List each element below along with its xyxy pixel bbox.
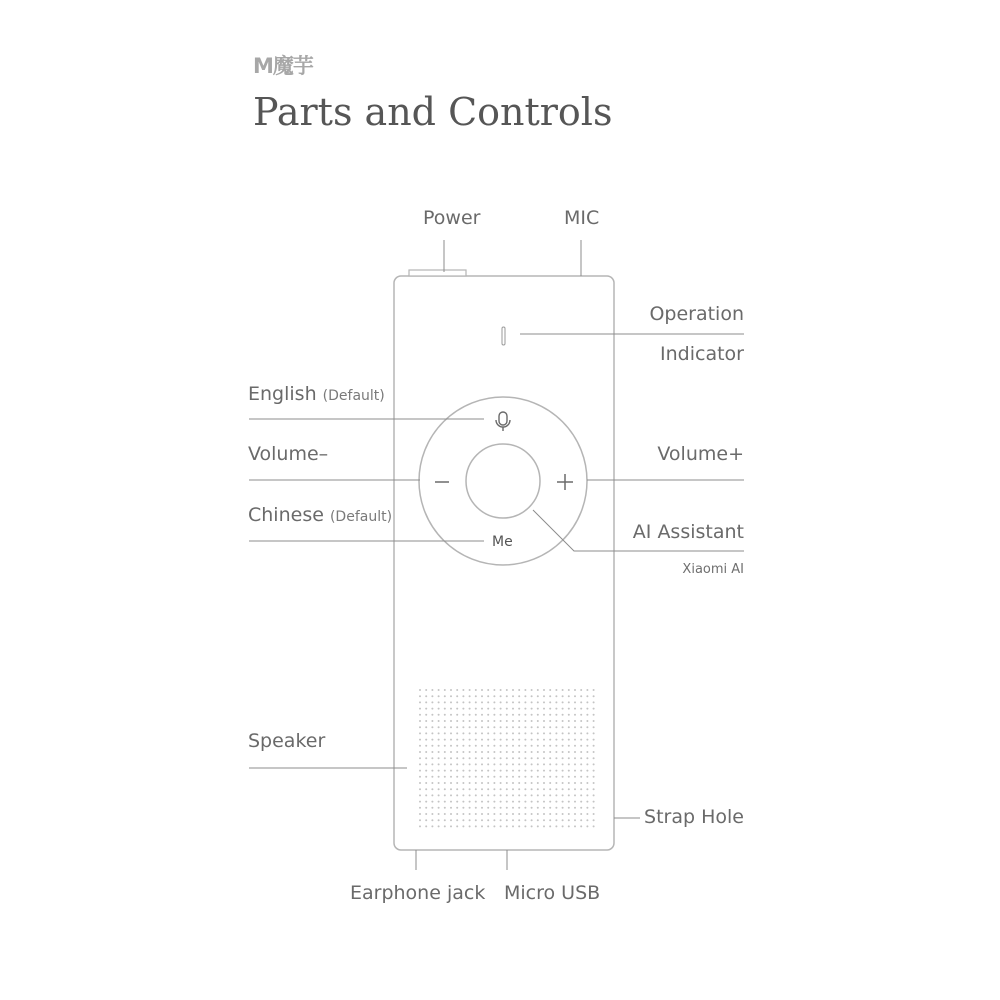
volume-minus-label: Volume– xyxy=(248,443,329,465)
english-text: English xyxy=(248,383,317,405)
operation-label: Operation xyxy=(649,303,744,325)
xiaomi-ai-label: Xiaomi AI xyxy=(682,562,744,577)
operation-indicator xyxy=(502,327,505,345)
chinese-label xyxy=(248,504,392,526)
volume-plus-label: Volume+ xyxy=(657,443,744,465)
center-button xyxy=(466,444,540,518)
ai-assistant-label: AI Assistant xyxy=(632,521,744,543)
power-button xyxy=(409,270,466,276)
english-default-text: (Default) xyxy=(322,388,385,404)
power-label: Power xyxy=(423,207,481,229)
earphone-jack-label: Earphone jack xyxy=(350,882,486,904)
me-button-label: Me xyxy=(492,534,513,550)
chinese-default-text: (Default) xyxy=(329,509,393,525)
chinese-text: Chinese xyxy=(248,504,324,526)
strap-hole-label: Strap Hole xyxy=(644,806,744,828)
speaker-label: Speaker xyxy=(248,730,326,752)
english-label xyxy=(248,383,385,405)
indicator-label: Indicator xyxy=(660,343,744,365)
brand-logo: M魔芋 xyxy=(253,54,313,78)
page-title: Parts and Controls xyxy=(253,90,613,134)
micro-usb-label: Micro USB xyxy=(504,882,601,904)
mic-label: MIC xyxy=(564,207,600,229)
